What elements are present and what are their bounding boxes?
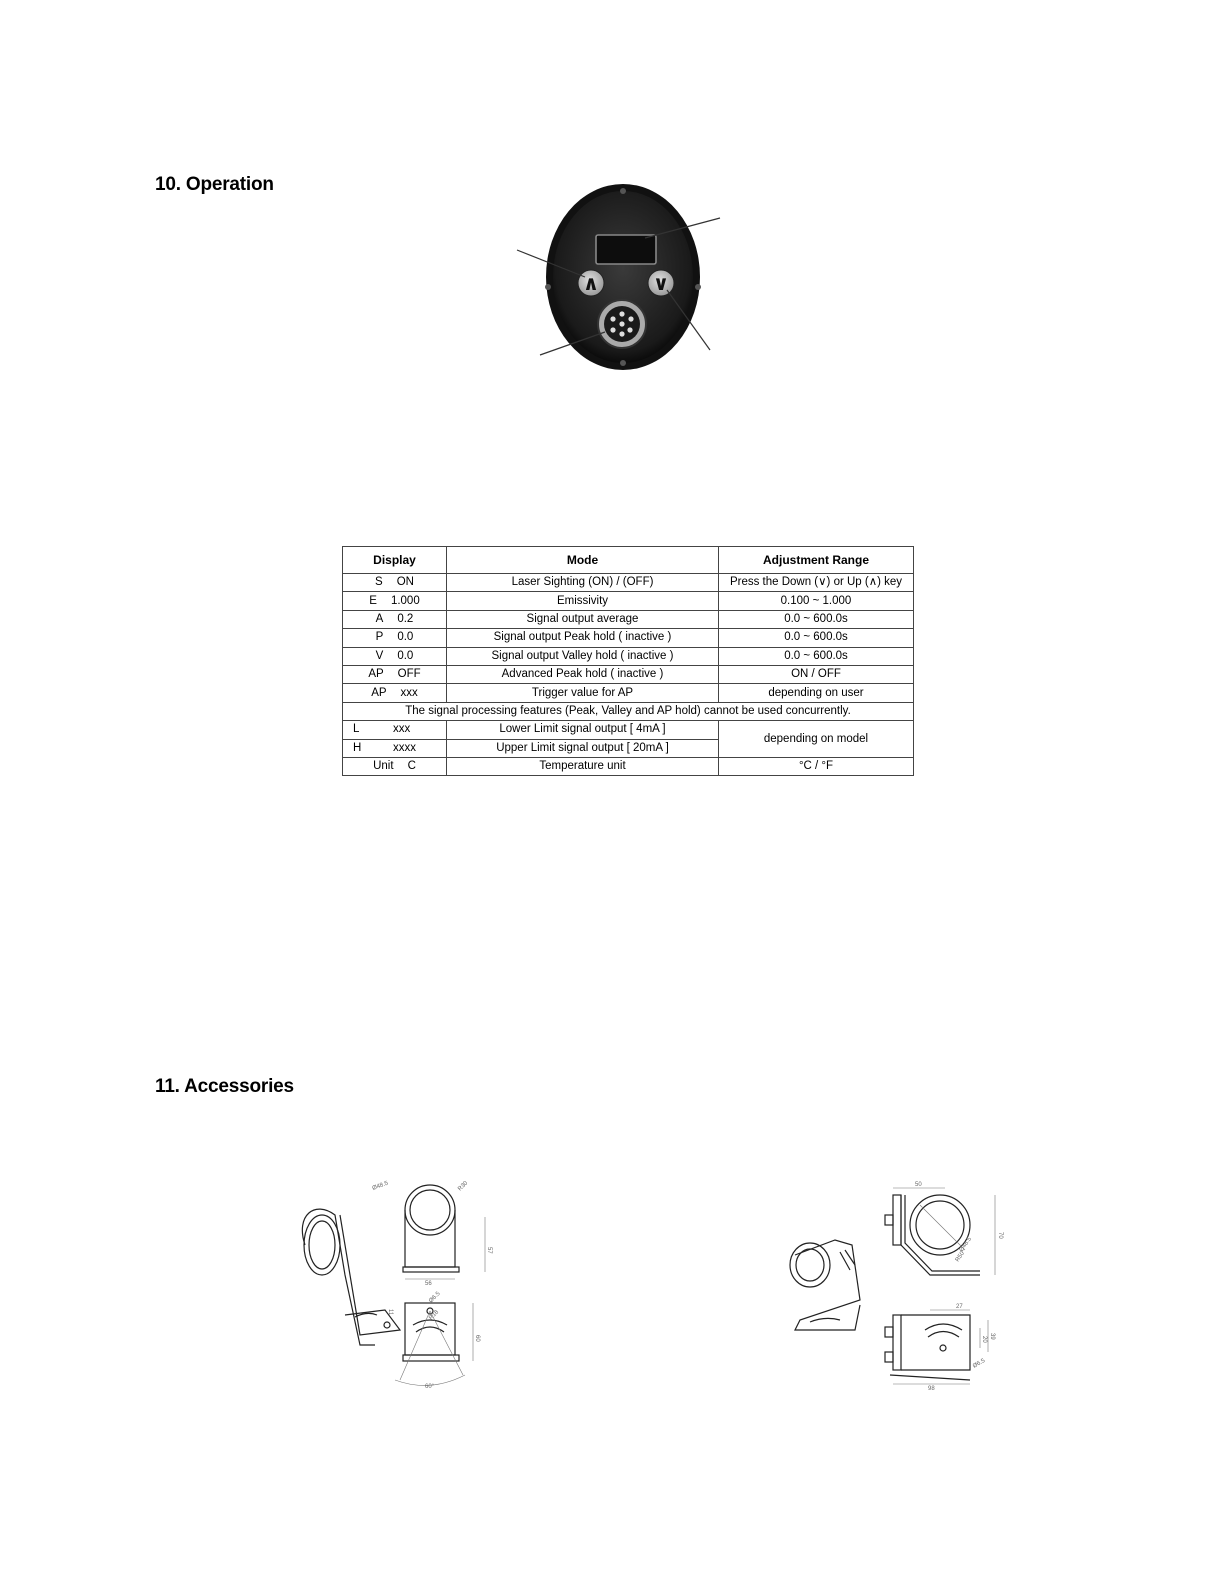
display-text: P [375,631,384,644]
display-text: A [375,612,384,625]
mode-cell: Signal output Peak hold ( inactive ) [447,629,719,647]
range-cell: 0.0 ~ 600.0s [719,610,914,628]
display-text: xxxx [393,741,416,754]
display-text: AP [371,686,387,699]
dimension-label: R18 [428,1309,441,1322]
range-cell: Press the Down (∨) or Up (∧) key [719,574,914,592]
section-title-accessories: 11. Accessories [155,1076,294,1097]
dimension-label: Ø6.5 [972,1358,987,1370]
display-text: 0.0 [397,649,414,662]
down-key-glyph: ∨ [652,271,670,295]
display-cell [343,574,447,592]
display-text: V [375,649,384,662]
display-text: xxx [393,723,411,736]
range-cell: 0.0 ~ 600.0s [719,629,914,647]
mode-cell: Signal output average [447,610,719,628]
table-note-row [343,702,914,720]
display-text: L [353,723,360,736]
mode-cell: Signal output Valley hold ( inactive ) [447,647,719,665]
section-title-operation: 10. Operation [155,174,274,195]
dimension-label: 60 [474,1335,480,1342]
display-cell [343,665,447,683]
range-cell: 0.100 ~ 1.000 [719,592,914,610]
table-row [343,665,914,683]
display-cell [343,739,447,757]
lcd-display [596,235,656,264]
dimension-label: 20 [981,1336,987,1343]
header-adjustment-range: Adjustment Range [719,547,914,574]
display-cell [343,684,447,702]
dimension-label: R30 [457,1180,470,1193]
dimension-label: Ø48.5 [958,1236,974,1254]
dimension-label: Ø48.5 [371,1180,390,1192]
screw-top-icon [620,188,626,194]
display-text: OFF [397,668,421,681]
display-cell [343,610,447,628]
display-text: 0.0 [397,631,414,644]
mode-cell: Emissivity [447,592,719,610]
display-text: xxx [400,686,418,699]
dimension-label: 60° [425,1384,435,1390]
range-cell: ON / OFF [719,665,914,683]
range-cell: depending on user [719,684,914,702]
display-text: ON [396,576,414,589]
table-row [343,647,914,665]
mode-cell: Laser Sighting (ON) / (OFF) [447,574,719,592]
table-row [343,684,914,702]
mode-cell: Lower Limit signal output [ 4mA ] [447,721,719,739]
mode-cell: Trigger value for AP [447,684,719,702]
mounting-bracket-drawing [285,1175,500,1390]
dimension-label: Ø6.5 [428,1290,442,1305]
range-cell: depending on model [719,721,914,758]
device-front-illustration [505,180,740,380]
mode-cell: Upper Limit signal output [ 20mA ] [447,739,719,757]
dimension-label: 39 [989,1333,995,1340]
header-display: Display [343,547,447,574]
display-text: C [407,760,416,773]
dimension-label: 27 [956,1304,963,1310]
display-text: S [375,576,383,589]
dimension-label: 50 [915,1182,922,1188]
range-cell: °C / °F [719,757,914,775]
display-cell [343,721,447,739]
header-mode: Mode [447,547,719,574]
dimension-label: 98 [928,1386,935,1390]
mode-table [342,546,914,776]
display-text: AP [368,668,384,681]
dimension-label: 70 [997,1232,1003,1239]
screw-right-icon [695,284,701,290]
display-cell [343,647,447,665]
dimension-label: 11 [387,1309,393,1316]
table-row [343,574,914,592]
mode-table-container [342,546,914,776]
table-row [343,721,914,739]
table-header-row [343,547,914,574]
display-text: E [369,594,377,607]
screw-bottom-icon [620,360,626,366]
display-cell [343,629,447,647]
table-row [343,610,914,628]
display-text: 1.000 [390,594,420,607]
angle-bracket-drawing [780,1180,1005,1390]
dimension-label: 57 [486,1247,492,1254]
table-row [343,757,914,775]
table-note: The signal processing features (Peak, Valley and AP hold) cannot be used concurrently. [343,702,914,720]
display-cell [343,592,447,610]
table-row [343,592,914,610]
table-row [343,629,914,647]
dimension-label: R50 [954,1250,966,1264]
display-cell [343,757,447,775]
range-cell: 0.0 ~ 600.0s [719,647,914,665]
up-key-glyph: ∧ [582,271,600,295]
display-text: Unit [373,760,394,773]
display-text: H [353,741,362,754]
mode-cell: Advanced Peak hold ( inactive ) [447,665,719,683]
mode-cell: Temperature unit [447,757,719,775]
screw-left-icon [545,284,551,290]
dimension-label: 56 [425,1281,432,1287]
display-text: 0.2 [397,612,414,625]
